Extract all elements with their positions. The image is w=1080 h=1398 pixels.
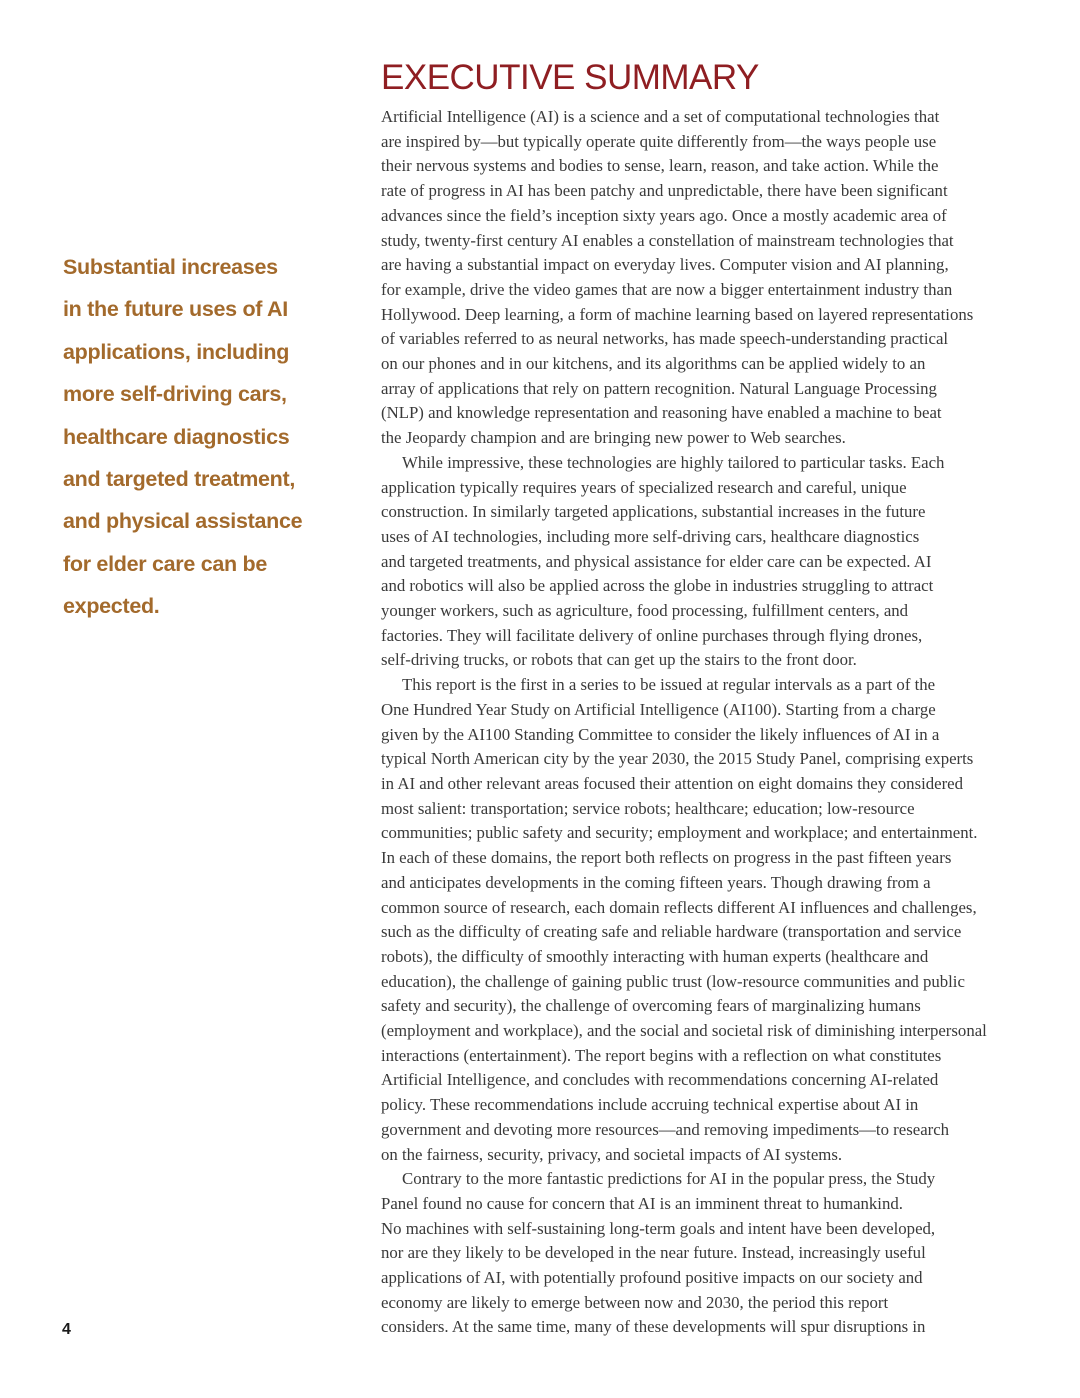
pull-quote-line: healthcare diagnostics: [63, 424, 290, 449]
body-line: communities; public safety and security; employment and workplace; and entertainment.: [381, 823, 978, 843]
body-line: application typically requires years of specialized research and careful, unique: [381, 477, 907, 497]
page-number: 4: [62, 1321, 71, 1338]
body-line: interactions (entertainment). The report begins with a reflection on what constitutes: [381, 1045, 942, 1065]
body-line: economy are likely to emerge between now and 2030, the period this report: [381, 1292, 889, 1312]
body-line: of variables referred to as neural networks, has made speech-understanding practical: [381, 329, 949, 349]
body-text: [381, 105, 1021, 1340]
body-line: (NLP) and knowledge representation and reasoning have enabled a machine to beat: [381, 403, 942, 423]
body-line: on our phones and in our kitchens, and its algorithms can be applied widely to an: [381, 354, 926, 374]
body-line: Artificial Intelligence (AI) is a science and a set of computational technologies that: [381, 107, 940, 126]
body-line: policy. These recommendations include accruing technical expertise about AI in: [381, 1095, 919, 1115]
body-line: rate of progress in AI has been patchy and unpredictable, there have been significant: [381, 181, 948, 201]
pull-quote-line: and physical assistance: [63, 509, 303, 534]
body-line: Artificial Intelligence, and concludes with recommendations concerning AI-related: [381, 1070, 939, 1090]
pull-quote-line: applications, including: [63, 339, 290, 364]
body-line: uses of AI technologies, including more self-driving cars, healthcare diagnostics: [381, 526, 920, 546]
pull-quote-line: in the future uses of AI: [63, 297, 288, 322]
body-line: their nervous systems and bodies to sense, learn, reason, and take action. While the: [381, 156, 939, 176]
body-line: array of applications that rely on pattern recognition. Natural Language Processing: [381, 378, 937, 398]
pull-quote: [63, 246, 348, 628]
body-line: In each of these domains, the report both reflects on progress in the past fifteen years: [381, 848, 952, 868]
body-line: applications of AI, with potentially profound positive impacts on our society and: [381, 1268, 923, 1288]
body-line: government and devoting more resources—and removing impediments—to research: [381, 1119, 950, 1139]
body-line: One Hundred Year Study on Artificial Intelligence (AI100). Starting from a charge: [381, 699, 936, 719]
body-line: for example, drive the video games that are now a bigger entertainment industry than: [381, 279, 953, 299]
pull-quote-line: more self-driving cars,: [63, 382, 287, 407]
paragraph-start-line: Contrary to the more fantastic predictions for AI in the popular press, the Study: [402, 1169, 936, 1189]
pull-quote-line: Substantial increases: [63, 255, 278, 279]
body-line: education), the challenge of gaining public trust (low-resource communities and public: [381, 971, 965, 991]
body-line: construction. In similarly targeted applications, substantial increases in the future: [381, 502, 926, 522]
body-line: robots), the difficulty of smoothly interacting with human experts (healthcare and: [381, 946, 929, 966]
body-line: common source of research, each domain reflects different AI influences and challenges,: [381, 897, 977, 917]
body-line: most salient: transportation; service robots; healthcare; education; low-resource: [381, 798, 915, 818]
body-line: typical North American city by the year 2030, the 2015 Study Panel, comprising experts: [381, 749, 974, 769]
body-line: considers. At the same time, many of these developments will spur disruptions in: [381, 1317, 926, 1337]
body-line: and targeted treatments, and physical assistance for elder care can be expected. AI: [381, 551, 932, 571]
body-line: are having a substantial impact on everyday lives. Computer vision and AI planning,: [381, 255, 949, 275]
body-line: self-driving trucks, or robots that can get up the stairs to the front door.: [381, 650, 857, 670]
body-line: and anticipates developments in the coming fifteen years. Though drawing from a: [381, 872, 931, 892]
pull-quote-line: and targeted treatment,: [63, 467, 296, 492]
body-line: in AI and other relevant areas focused their attention on eight domains they considered: [381, 773, 964, 793]
body-line: advances since the field’s inception sixty years ago. Once a mostly academic area of: [381, 205, 947, 225]
body-line: the Jeopardy champion and are bringing new power to Web searches.: [381, 428, 846, 448]
body-line: nor are they likely to be developed in the near future. Instead, increasingly useful: [381, 1243, 926, 1263]
body-line: given by the AI100 Standing Committee to consider the likely influences of AI in a: [381, 724, 940, 744]
pull-quote-line: expected.: [63, 594, 160, 619]
body-line: such as the difficulty of creating safe and reliable hardware (transportation and service: [381, 922, 962, 942]
body-line: Panel found no cause for concern that AI is an imminent threat to humankind.: [381, 1193, 903, 1213]
body-line: and robotics will also be applied across the globe in industries struggling to attract: [381, 576, 934, 596]
body-line: are inspired by—but typically operate quite differently from—the ways people use: [381, 131, 937, 151]
page-title: EXECUTIVE SUMMARY: [381, 58, 759, 97]
body-line: study, twenty-first century AI enables a constellation of mainstream technologies that: [381, 230, 954, 250]
paragraph-start-line: This report is the first in a series to be issued at regular intervals as a part of the: [402, 675, 936, 695]
pull-quote-line: for elder care can be: [63, 551, 268, 576]
body-line: on the fairness, security, privacy, and societal impacts of AI systems.: [381, 1144, 843, 1164]
body-line: No machines with self-sustaining long-term goals and intent have been developed,: [381, 1218, 936, 1238]
body-line: factories. They will facilitate delivery of online purchases through flying drones,: [381, 625, 923, 645]
body-line: younger workers, such as agriculture, food processing, fulfillment centers, and: [381, 601, 909, 621]
paragraph-start-line: While impressive, these technologies are highly tailored to particular tasks. Each: [402, 452, 945, 472]
body-line: safety and security), the challenge of overcoming fears of marginalizing humans: [381, 996, 921, 1016]
body-line: Hollywood. Deep learning, a form of machine learning based on layered representations: [381, 304, 974, 324]
body-line: (employment and workplace), and the social and societal risk of diminishing interpersonal: [381, 1021, 987, 1041]
